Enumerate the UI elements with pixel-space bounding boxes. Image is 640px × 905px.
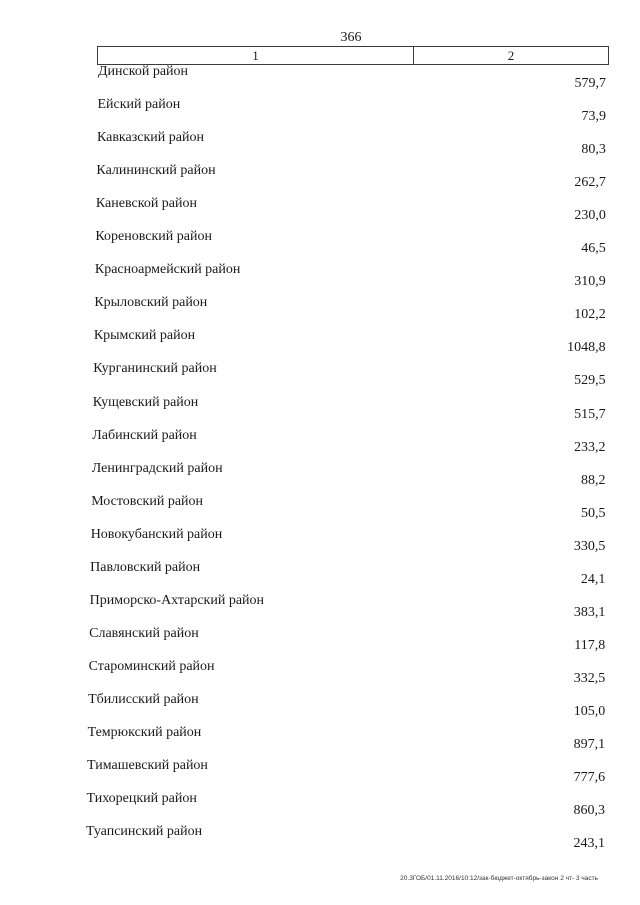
district-name: Курганинский район	[93, 361, 217, 377]
district-name: Тимашевский район	[87, 758, 208, 774]
table-row	[0, 394, 640, 422]
district-name: Туапсинский район	[86, 824, 203, 840]
table-row	[0, 758, 640, 786]
district-value: 310,9	[574, 274, 606, 290]
district-value: 860,3	[573, 803, 606, 819]
district-name: Тбилисский район	[88, 691, 199, 707]
table-row	[0, 295, 640, 323]
district-value: 777,6	[573, 770, 606, 786]
district-name: Староминский район	[88, 658, 215, 674]
district-name: Кущевский район	[92, 394, 199, 410]
district-value: 50,5	[580, 505, 606, 521]
district-value: 262,7	[574, 175, 606, 191]
table-row	[0, 163, 640, 191]
district-name: Мостовский район	[91, 493, 204, 509]
district-value: 105,0	[573, 703, 606, 719]
district-value: 330,5	[573, 538, 606, 554]
district-name: Лабинский район	[92, 427, 197, 443]
table-row	[0, 824, 640, 852]
table-row	[0, 592, 640, 620]
district-value: 332,5	[573, 670, 606, 686]
table-row	[0, 130, 640, 158]
table-row	[0, 791, 640, 819]
table-row	[0, 361, 640, 389]
district-value: 515,7	[574, 406, 606, 422]
page-number: 366	[340, 30, 362, 45]
district-name: Калининский район	[96, 163, 216, 179]
table-row	[0, 196, 640, 224]
table-row	[0, 625, 640, 653]
district-value: 117,8	[574, 637, 606, 653]
district-value: 243,1	[573, 836, 605, 852]
column-header-2: 2	[507, 48, 515, 63]
district-name: Кавказский район	[96, 130, 204, 146]
district-name: Приморско-Ахтарский район	[89, 592, 265, 608]
district-value: 230,0	[574, 208, 606, 224]
district-value: 24,1	[580, 571, 606, 587]
district-name: Крыловский район	[94, 295, 208, 311]
district-value: 73,9	[581, 109, 606, 125]
table-row	[0, 559, 640, 587]
footer-stamp: 20.3ГОБ/01.11.2016/10:12/зак-бюджет-октябрь-закон 2 чт- 3 часть	[400, 875, 598, 882]
district-value: 80,3	[581, 142, 606, 158]
district-name: Красноармейский район	[94, 262, 241, 278]
column-header-1: 1	[98, 47, 414, 64]
table-row	[0, 460, 640, 488]
table-row	[0, 691, 640, 719]
table-row	[0, 229, 640, 257]
table-row	[0, 97, 640, 125]
district-value: 897,1	[573, 737, 606, 752]
district-value: 88,2	[580, 472, 606, 488]
table-row	[0, 658, 640, 686]
district-name: Крымский район	[93, 328, 196, 344]
district-name: Ленинградский район	[91, 460, 223, 476]
table-row	[0, 725, 640, 752]
table-row	[0, 262, 640, 290]
table-row	[0, 328, 640, 356]
district-value: 579,7	[574, 76, 606, 91]
table-row	[0, 526, 640, 554]
district-name: Динской район	[98, 64, 189, 79]
district-value: 1048,8	[567, 340, 606, 356]
district-value: 529,5	[574, 373, 606, 389]
table-row	[0, 64, 640, 91]
district-value: 233,2	[574, 439, 606, 455]
district-name: Кореновский район	[95, 229, 212, 245]
district-name: Тихорецкий район	[86, 791, 197, 807]
district-value: 102,2	[574, 307, 606, 323]
district-name: Славянский район	[89, 625, 199, 641]
district-name: Темрюкский район	[87, 725, 202, 740]
district-name: Новокубанский район	[90, 526, 223, 542]
table-row	[0, 427, 640, 455]
district-value: 383,1	[573, 604, 606, 620]
district-name: Павловский район	[90, 559, 201, 575]
district-value: 46,5	[581, 241, 606, 257]
district-name: Каневской район	[95, 196, 198, 212]
table-row	[0, 493, 640, 521]
district-name: Ейский район	[97, 97, 181, 113]
